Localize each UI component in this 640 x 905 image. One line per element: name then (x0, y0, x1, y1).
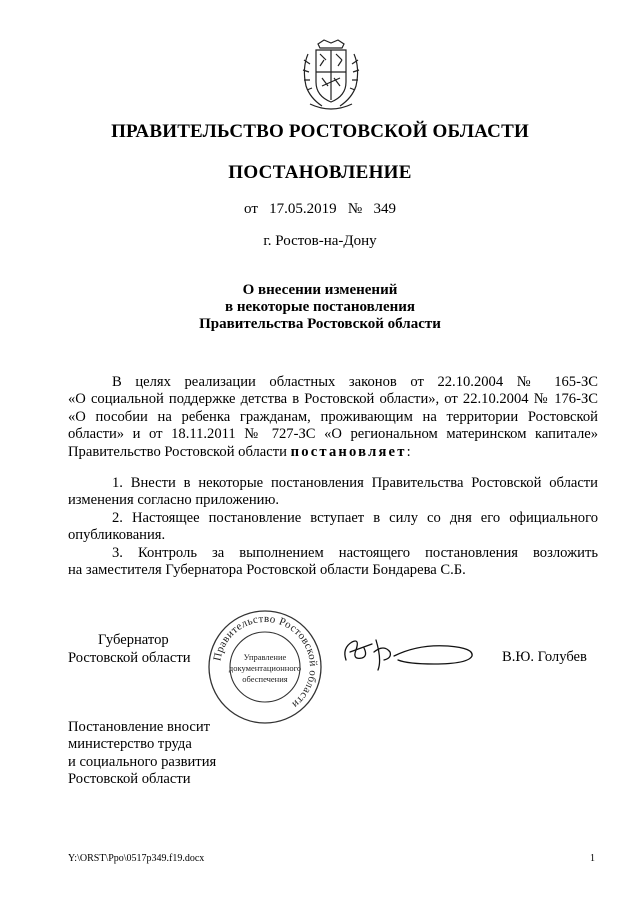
preamble-paragraph (68, 374, 598, 461)
document-title (0, 282, 640, 333)
preamble-last-line (68, 444, 598, 461)
number-prefix: № (347, 201, 363, 217)
document-date-number (0, 201, 640, 218)
submitted-line: Постановление вносит (68, 719, 211, 735)
signatory-name: В.Ю. Голубев (502, 649, 587, 665)
item-line: 2. Настоящее постановление вступает в силу со дня его официального (112, 509, 598, 526)
coat-of-arms-icon (298, 38, 364, 114)
decree-word: постановляет (290, 443, 407, 460)
stamp-center-line: Управление (243, 652, 287, 662)
preamble-line: В целях реализации областных законов от 22.10.2004 № 165-ЗС (112, 374, 598, 390)
preamble-line: «О пособии на ребенка гражданам, проживающим на территории Ростовской (68, 408, 598, 425)
title-line: О внесении изменений (242, 282, 398, 298)
handwritten-signature-icon (338, 630, 478, 674)
official-stamp-icon (206, 608, 324, 726)
signatory-position (68, 631, 191, 667)
position-line: Ростовской области (68, 650, 191, 666)
position-line: Губернатор (98, 632, 169, 648)
item-line: изменения согласно приложению. (68, 492, 280, 509)
stamp-center-line: документационного (228, 663, 302, 673)
decree-items (68, 475, 598, 579)
document-number: 349 (373, 201, 396, 217)
page-number: 1 (590, 853, 595, 864)
preamble-line: «О социальной поддержке детства в Ростовской области», от 22.10.2004 № 176-ЗС (68, 391, 598, 408)
document-date: 17.05.2019 (269, 201, 337, 217)
document-type: ПОСТАНОВЛЕНИЕ (228, 162, 412, 183)
item-line: 3. Контроль за выполнением настоящего постановления возложить (112, 544, 598, 561)
title-line: Правительства Ростовской области (199, 316, 441, 332)
footer-file-path: Y:\ORST\Ppo\0517p349.f19.docx (68, 853, 205, 864)
submitted-line: Ростовской области (68, 771, 191, 788)
date-prefix: от (244, 201, 258, 217)
stamp-ring-text: Правительство Ростовской области (211, 612, 320, 711)
submitted-line: министерство труда (68, 736, 192, 753)
item-line: 1. Внести в некоторые постановления Правительства Ростовской области (112, 475, 598, 491)
preamble-colon: : (406, 443, 411, 460)
submitted-line: и социального развития (68, 753, 217, 770)
item-line: на заместителя Губернатора Ростовской области Бондарева С.Б. (68, 561, 466, 578)
preamble-line: области» и от 18.11.2011 № 727-ЗС «О региональном материнском капитале» (68, 426, 598, 443)
stamp-center-line: обеспечения (242, 674, 288, 684)
organization-name: ПРАВИТЕЛЬСТВО РОСТОВСКОЙ ОБЛАСТИ (111, 121, 529, 142)
preamble-last-text: Правительство Ростовской области (68, 443, 287, 460)
item-line: опубликования. (68, 527, 166, 544)
title-line: в некоторые постановления (224, 299, 416, 315)
document-city: г. Ростов-на-Дону (263, 233, 377, 249)
submitted-by (68, 719, 216, 789)
